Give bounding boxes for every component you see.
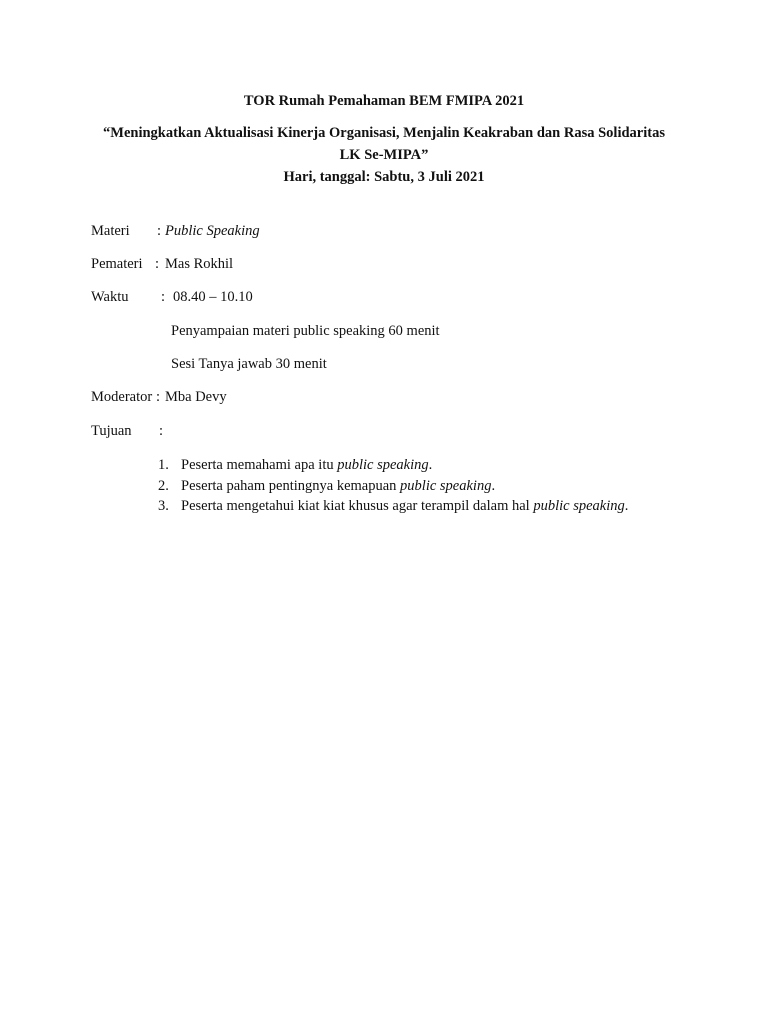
materi-separator: : — [157, 223, 162, 239]
pemateri-value: Mas Rokhil — [165, 256, 234, 272]
waktu-detail-2: Sesi Tanya jawab 30 menit — [171, 356, 327, 372]
list-text: Peserta memahami apa itu public speaking. — [181, 457, 433, 473]
waktu-value: 08.40 – 10.10 — [173, 289, 253, 305]
list-italic-term: public speaking — [400, 478, 492, 494]
moderator-value: Mba Devy — [165, 389, 227, 405]
list-number: 3. — [158, 498, 169, 514]
pemateri-separator: : — [155, 256, 160, 272]
materi-value: Public Speaking — [165, 223, 260, 239]
tujuan-separator: : — [159, 423, 164, 439]
list-text: Peserta paham pentingnya kemapuan public speaking. — [181, 478, 496, 494]
moderator-row — [0, 387, 768, 407]
waktu-row — [0, 287, 768, 307]
materi-row — [0, 221, 768, 241]
list-italic-term: public speaking — [337, 457, 429, 473]
pemateri-row — [0, 254, 768, 274]
document-title: TOR Rumah Pemahaman BEM FMIPA 2021 — [243, 93, 525, 109]
tujuan-row — [0, 421, 768, 441]
pemateri-label: Pemateri — [91, 256, 143, 272]
moderator-separator: : — [156, 389, 161, 405]
tujuan-label: Tujuan — [91, 423, 132, 439]
event-date: Hari, tanggal: Sabtu, 3 Juli 2021 — [283, 169, 485, 185]
list-number: 2. — [158, 478, 169, 494]
moderator-label: Moderator — [91, 389, 153, 405]
list-item — [0, 476, 768, 496]
list-item — [0, 455, 768, 475]
theme-line-1: “Meningkatkan Aktualisasi Kinerja Organisasi, Menjalin Keakraban dan Rasa Solidaritas — [103, 125, 665, 141]
list-italic-term: public speaking — [533, 498, 625, 514]
theme-line-2: LK Se-MIPA” — [339, 147, 429, 163]
waktu-detail-1: Penyampaian materi public speaking 60 menit — [171, 323, 440, 339]
materi-label: Materi — [91, 223, 130, 239]
list-number: 1. — [158, 457, 169, 473]
list-item — [0, 496, 768, 516]
waktu-label: Waktu — [91, 289, 129, 305]
list-text: Peserta mengetahui kiat kiat khusus agar terampil dalam hal public speaking. — [181, 498, 629, 514]
waktu-separator: : — [161, 289, 166, 305]
